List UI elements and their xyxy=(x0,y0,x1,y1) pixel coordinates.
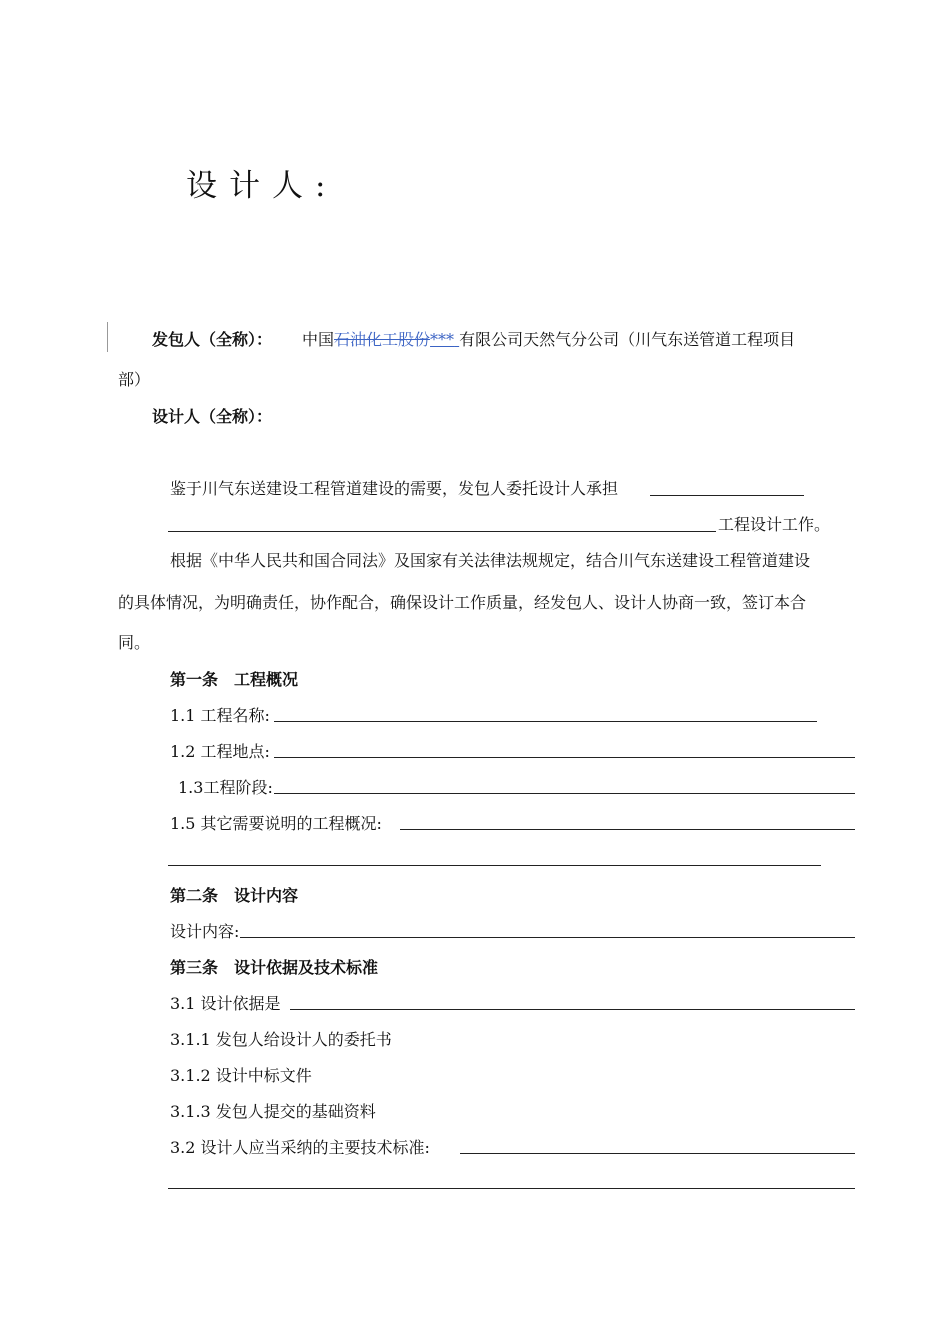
item-1-5-blank xyxy=(400,829,855,830)
employer-name-prefix: 中国 xyxy=(302,330,335,349)
item-3-1: 3.1 设计依据是 xyxy=(170,994,281,1013)
item-3-2-blank xyxy=(460,1153,855,1154)
item-1-2: 1.2 工程地点: xyxy=(170,742,270,761)
employer-inserted-text: *** xyxy=(430,330,455,349)
item-1-3-blank xyxy=(274,793,855,794)
item-3-1-2: 3.1.2 设计中标文件 xyxy=(170,1066,312,1085)
item-3-1-1: 3.1.1 发包人给设计人的委托书 xyxy=(170,1030,392,1049)
page-title: 设计人: xyxy=(186,168,338,204)
article1-heading: 第一条 工程概况 xyxy=(170,670,299,689)
item-1-1: 1.1 工程名称: xyxy=(170,706,270,725)
revision-bar xyxy=(107,322,108,352)
intro-para2-line3: 同。 xyxy=(118,633,151,652)
project-blank-line-2 xyxy=(168,531,716,532)
article2-heading: 第二条 设计内容 xyxy=(170,886,299,905)
employer-line xyxy=(152,329,795,351)
employer-wrap: 部） xyxy=(118,370,151,389)
intro-para1-end: 工程设计工作。 xyxy=(718,515,831,534)
design-content-label: 设计内容: xyxy=(170,922,240,941)
item-3-1-blank xyxy=(290,1009,855,1010)
employer-name-suffix: 有限公司天然气分公司（川气东送管道工程项目 xyxy=(459,330,796,349)
intro-para2-line2: 的具体情况，为明确责任，协作配合，确保设计工作质量，经发包人、设计人协商一致，签订本合 xyxy=(118,593,807,612)
employer-label: 发包人（全称）： xyxy=(152,330,273,349)
item-1-5: 1.5 其它需要说明的工程概况: xyxy=(170,814,382,833)
design-content-blank xyxy=(240,937,855,938)
item-1-1-blank xyxy=(274,721,817,722)
item-3-2: 3.2 设计人应当采纳的主要技术标准: xyxy=(170,1138,430,1157)
item-1-5-blank-2 xyxy=(168,865,821,866)
item-1-3: 1.3工程阶段: xyxy=(178,778,273,797)
project-blank-line-1 xyxy=(650,495,804,496)
intro-para1-start: 鉴于川气东送建设工程管道建设的需要，发包人委托设计人承担 xyxy=(170,479,619,498)
intro-para2-line1: 根据《中华人民共和国合同法》及国家有关法律法规规定，结合川气东送建设工程管道建设 xyxy=(170,551,811,570)
item-3-2-blank-2 xyxy=(168,1188,855,1189)
designer-label: 设计人（全称）： xyxy=(152,407,273,426)
item-1-2-blank xyxy=(274,757,855,758)
employer-deleted-text: 石油化工股份 xyxy=(334,330,431,349)
item-3-1-3: 3.1.3 发包人提交的基础资料 xyxy=(170,1102,376,1121)
article3-heading: 第三条 设计依据及技术标准 xyxy=(170,958,379,977)
